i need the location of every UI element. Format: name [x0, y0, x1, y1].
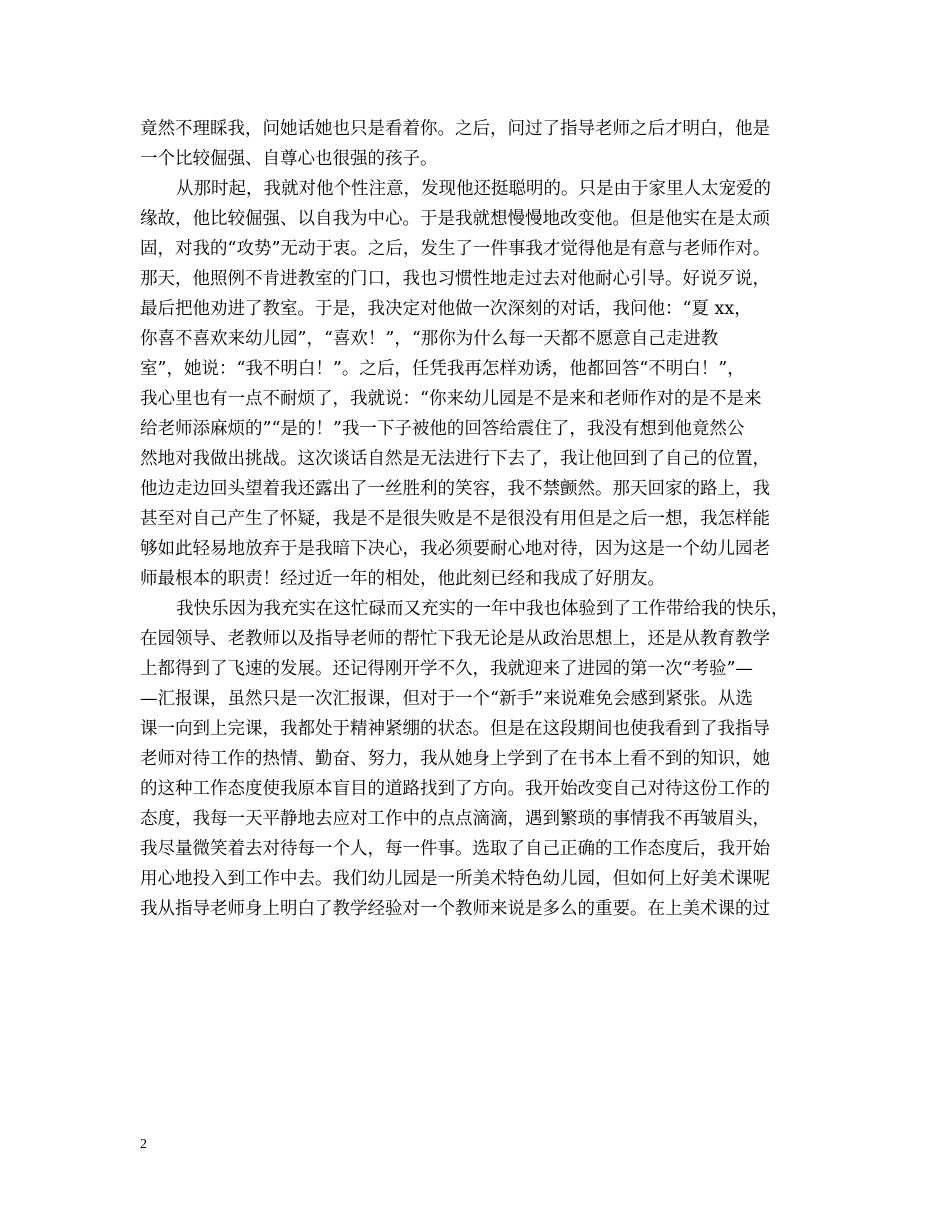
text-line: 我从指导老师身上明白了教学经验对一个教师来说是多么的重要。在上美术课的过 — [140, 899, 770, 919]
text-line: 我心里也有一点不耐烦了，我就说：“你来幼儿园是不是来和老师作对的是不是来 — [140, 389, 762, 409]
text-line: —汇报课，虽然只是一次汇报课，但对于一个“新手”来说难免会感到紧张。从选 — [140, 689, 753, 709]
text-line: 够如此轻易地放弃于是我暗下决心，我必须要耐心地对待，因为这是一个幼儿园老 — [140, 539, 770, 559]
text-line: 的这种工作态度使我原本盲目的道路找到了方向。我开始改变自己对待这份工作的 — [140, 779, 770, 799]
text-line: 给老师添麻烦的”“是的！”我一下子被他的回答给震住了，我没有想到他竟然公 — [140, 419, 745, 439]
text-line: 室”，她说：“我不明白！”。之后，任凭我再怎样劝诱，他都回答“不明白！”， — [140, 359, 745, 379]
text-line: 上都得到了飞速的发展。还记得刚开学不久，我就迎来了进园的第一次“考验”— — [140, 659, 753, 679]
text-line: 那天，他照例不肯进教室的门口，我也习惯性地走过去对他耐心引导。好说歹说， — [140, 269, 770, 289]
text-line: 我尽量微笑着去对待每一个人，每一件事。选取了自己正确的工作态度后，我开始 — [140, 839, 770, 859]
text-line: 师最根本的职责！经过近一年的相处，他此刻已经和我成了好朋友。 — [140, 569, 665, 589]
text-line: 态度，我每一天平静地去应对工作中的点点滴滴，遇到繁琐的事情我不再皱眉头， — [140, 809, 770, 829]
text-line: 甚至对自己产生了怀疑，我是不是很失败是不是很没有用但是之后一想，我怎样能 — [140, 509, 770, 529]
text-line: 从那时起，我就对他个性注意，发现他还挺聪明的。只是由于家里人太宠爱的 — [176, 179, 771, 199]
text-line: 固，对我的“攻势”无动于衷。之后，发生了一件事我才觉得他是有意与老师作对。 — [140, 239, 771, 259]
text-line: 最后把他劝进了教室。于是，我决定对他做一次深刻的对话，我问他：“夏 xx， — [140, 299, 752, 319]
text-line: 老师对待工作的热情、勤奋、努力，我从她身上学到了在书本上看不到的知识，她 — [140, 749, 770, 769]
text-line: 你喜不喜欢来幼儿园”，“喜欢！”，“那你为什么每一天都不愿意自己走进教 — [140, 329, 719, 349]
text-line: 用心地投入到工作中去。我们幼儿园是一所美术特色幼儿园，但如何上好美术课呢 — [140, 869, 770, 889]
text-line: 缘故，他比较倔强、以自我为中心。于是我就想慢慢地改变他。但是他实在是太顽 — [140, 209, 770, 229]
text-line: 竟然不理睬我，问她话她也只是看着你。之后，问过了指导老师之后才明白，他是 — [140, 119, 770, 139]
text-line: 在园领导、老教师以及指导老师的帮忙下我无论是从政治思想上，还是从教育教学 — [140, 629, 770, 649]
text-line: 课一向到上完课，我都处于精神紧绷的状态。但是在这段期间也使我看到了我指导 — [140, 719, 770, 739]
text-line: 一个比较倔强、自尊心也很强的孩子。 — [140, 149, 438, 169]
text-line: 他边走边回头望着我还露出了一丝胜利的笑容，我不禁颤然。那天回家的路上，我 — [140, 479, 770, 499]
page-number: 2 — [140, 1137, 147, 1152]
text-line: 然地对我做出挑战。这次谈话自然是无法进行下去了，我让他回到了自己的位置， — [140, 449, 770, 469]
text-line: 我快乐因为我充实在这忙碌而又充实的一年中我也体验到了工作带给我的快乐， — [176, 599, 789, 619]
body-text — [140, 114, 820, 924]
